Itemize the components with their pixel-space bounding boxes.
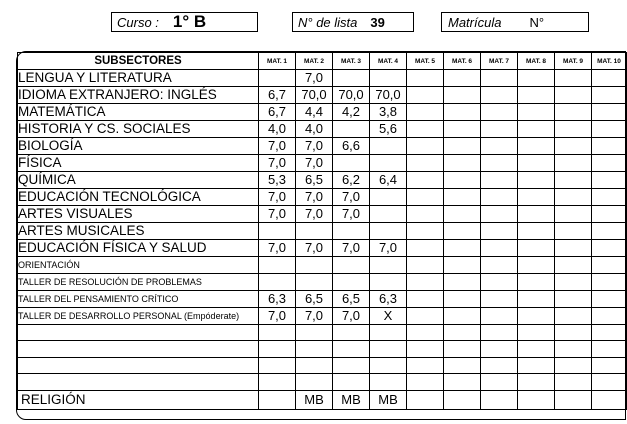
matricula-label: Matrícula	[448, 14, 502, 30]
grade-cell	[259, 357, 296, 373]
grade-cell	[333, 325, 370, 341]
grade-cell	[333, 155, 370, 172]
grade-cell	[370, 257, 407, 274]
grade-cell	[444, 325, 481, 341]
grade-cell: 7,0	[259, 308, 296, 325]
grade-cell	[555, 308, 592, 325]
grade-cell	[555, 223, 592, 240]
subject-name	[18, 341, 259, 357]
subject-row	[18, 172, 627, 189]
grade-cell	[370, 341, 407, 357]
grade-cell	[407, 374, 444, 390]
grade-cell	[518, 172, 555, 189]
subject-name	[18, 325, 259, 341]
grades-body	[18, 70, 627, 410]
subject-name: IDIOMA EXTRANJERO: INGLÉS	[18, 87, 259, 104]
grade-cell	[333, 257, 370, 274]
grade-cell	[555, 257, 592, 274]
subject-name: MATEMÁTICA	[18, 104, 259, 121]
grade-cell: 7,0	[333, 189, 370, 206]
grade-cell	[370, 206, 407, 223]
subject-name: TALLER DE RESOLUCIÓN DE PROBLEMAS	[18, 274, 259, 291]
grade-cell: 6,6	[333, 138, 370, 155]
grade-cell	[555, 155, 592, 172]
subject-name: EDUCACIÓN TECNOLÓGICA	[18, 189, 259, 206]
grade-cell	[555, 341, 592, 357]
grade-cell	[444, 104, 481, 121]
grade-cell	[407, 341, 444, 357]
grade-cell	[592, 308, 627, 325]
grade-cell: 6,3	[370, 291, 407, 308]
header-row	[18, 53, 627, 70]
grade-cell	[518, 155, 555, 172]
mat-column-header: MAT. 3	[333, 53, 370, 70]
mat-column-header: MAT. 8	[518, 53, 555, 70]
grade-cell: 7,0	[296, 206, 333, 223]
grade-cell	[592, 325, 627, 341]
grade-cell	[259, 341, 296, 357]
grade-cell: 4,0	[259, 121, 296, 138]
grade-cell	[259, 274, 296, 291]
subject-row	[18, 374, 627, 390]
subject-name: TALLER DEL PENSAMIENTO CRÍTICO	[18, 291, 259, 308]
mat-column-header: MAT. 2	[296, 53, 333, 70]
grade-cell	[518, 189, 555, 206]
curso-value: 1° B	[172, 12, 207, 31]
grade-cell	[555, 70, 592, 87]
grade-cell	[592, 172, 627, 189]
grades-table	[17, 52, 627, 410]
grade-cell	[444, 223, 481, 240]
grade-cell: 7,0	[333, 206, 370, 223]
grade-cell	[592, 274, 627, 291]
grade-cell: 7,0	[296, 70, 333, 87]
grade-cell	[444, 291, 481, 308]
grade-cell	[444, 308, 481, 325]
grade-cell	[333, 374, 370, 390]
grade-cell	[296, 325, 333, 341]
grade-cell	[481, 138, 518, 155]
grade-cell	[407, 257, 444, 274]
grade-cell	[407, 390, 444, 409]
grade-cell: 7,0	[296, 155, 333, 172]
grade-cell: 6,3	[259, 291, 296, 308]
grade-cell	[407, 104, 444, 121]
grade-cell	[481, 172, 518, 189]
curso-box	[111, 12, 258, 32]
grade-cell: 6,7	[259, 104, 296, 121]
grade-cell	[259, 325, 296, 341]
grade-cell	[296, 257, 333, 274]
grade-cell: 5,3	[259, 172, 296, 189]
grade-cell	[555, 206, 592, 223]
subject-row	[18, 189, 627, 206]
grade-cell: 6,5	[296, 172, 333, 189]
subject-name: BIOLOGÍA	[18, 138, 259, 155]
grade-cell	[555, 189, 592, 206]
grade-cell	[518, 390, 555, 409]
grade-cell	[370, 374, 407, 390]
grade-cell	[481, 206, 518, 223]
grade-cell: 7,0	[333, 308, 370, 325]
grade-cell	[444, 189, 481, 206]
grade-cell: MB	[296, 390, 333, 409]
grade-cell	[481, 121, 518, 138]
grade-cell: 7,0	[333, 240, 370, 257]
curso-label: Curso :	[117, 14, 159, 30]
subject-row	[18, 308, 627, 325]
grade-cell	[592, 240, 627, 257]
grade-cell	[407, 223, 444, 240]
grade-cell	[518, 206, 555, 223]
grade-cell	[518, 121, 555, 138]
grade-cell: 4,2	[333, 104, 370, 121]
subject-row	[18, 155, 627, 172]
subject-row	[18, 104, 627, 121]
subject-row	[18, 341, 627, 357]
subject-name	[18, 374, 259, 390]
mat-column-header: MAT. 5	[407, 53, 444, 70]
subject-row	[18, 240, 627, 257]
grade-cell	[555, 325, 592, 341]
grade-cell: 6,2	[333, 172, 370, 189]
grade-cell: 7,0	[259, 155, 296, 172]
grade-cell: 7,0	[259, 206, 296, 223]
grade-cell	[444, 390, 481, 409]
grade-cell	[518, 70, 555, 87]
grade-cell: 7,0	[259, 189, 296, 206]
grade-cell	[370, 274, 407, 291]
grade-cell	[444, 341, 481, 357]
grade-cell	[444, 138, 481, 155]
grade-cell: 6,5	[296, 291, 333, 308]
grade-cell	[555, 240, 592, 257]
subject-row	[18, 121, 627, 138]
matricula-number-label: N°	[529, 14, 545, 30]
grade-cell	[592, 257, 627, 274]
subject-name: FÍSICA	[18, 155, 259, 172]
grade-cell	[407, 121, 444, 138]
grade-cell	[444, 357, 481, 373]
grade-cell	[444, 274, 481, 291]
grade-cell: 4,0	[296, 121, 333, 138]
subject-column-header: SUBSECTORES	[18, 53, 259, 70]
subject-name: QUÍMICA	[18, 172, 259, 189]
subject-name: EDUCACIÓN FÍSICA Y SALUD	[18, 240, 259, 257]
grade-cell	[481, 374, 518, 390]
grade-cell	[592, 357, 627, 373]
grade-cell	[444, 374, 481, 390]
grade-cell	[481, 274, 518, 291]
subject-name: ORIENTACIÓN	[18, 257, 259, 274]
grade-cell	[481, 308, 518, 325]
grade-cell: 7,0	[296, 308, 333, 325]
grade-cell	[333, 341, 370, 357]
grade-cell: 7,0	[370, 240, 407, 257]
grade-cell	[592, 291, 627, 308]
grade-cell	[518, 341, 555, 357]
lista-box	[292, 12, 414, 32]
grade-cell	[481, 155, 518, 172]
mat-column-header: MAT. 4	[370, 53, 407, 70]
grade-cell	[444, 70, 481, 87]
subject-name	[18, 357, 259, 373]
grade-cell	[481, 357, 518, 373]
grade-cell: 7,0	[296, 240, 333, 257]
grade-cell	[555, 274, 592, 291]
grade-cell	[555, 172, 592, 189]
grade-cell	[518, 274, 555, 291]
grade-cell: 70,0	[370, 87, 407, 104]
subject-row	[18, 274, 627, 291]
lista-label: N° de lista	[298, 14, 358, 30]
grade-cell	[555, 121, 592, 138]
grade-cell: 6,5	[333, 291, 370, 308]
grade-cell	[444, 155, 481, 172]
grade-cell	[370, 189, 407, 206]
grade-cell	[444, 240, 481, 257]
grade-cell	[518, 104, 555, 121]
grade-cell: 6,4	[370, 172, 407, 189]
grade-cell	[370, 138, 407, 155]
grade-cell	[333, 357, 370, 373]
grade-cell	[259, 70, 296, 87]
grade-cell	[407, 155, 444, 172]
grade-cell	[592, 390, 627, 409]
grade-cell: 4,4	[296, 104, 333, 121]
grade-cell	[407, 308, 444, 325]
grade-cell	[518, 325, 555, 341]
subject-row	[18, 291, 627, 308]
grade-cell	[555, 390, 592, 409]
grade-cell	[481, 341, 518, 357]
grade-cell	[444, 257, 481, 274]
grade-cell	[481, 223, 518, 240]
grade-cell	[555, 138, 592, 155]
grade-cell	[296, 341, 333, 357]
grade-cell	[259, 390, 296, 409]
subject-name: RELIGIÓN	[18, 390, 259, 409]
lista-value: 39	[370, 14, 385, 30]
grade-cell	[259, 374, 296, 390]
grade-cell: MB	[333, 390, 370, 409]
grade-cell	[555, 357, 592, 373]
grade-cell: 5,6	[370, 121, 407, 138]
grade-cell	[407, 189, 444, 206]
grade-cell	[259, 257, 296, 274]
grade-cell	[333, 223, 370, 240]
grade-cell	[296, 374, 333, 390]
grade-cell	[592, 104, 627, 121]
grade-cell	[333, 70, 370, 87]
grade-cell	[518, 308, 555, 325]
grade-cell	[518, 357, 555, 373]
grade-cell	[481, 291, 518, 308]
grade-cell	[333, 121, 370, 138]
grade-cell	[518, 374, 555, 390]
grade-cell	[518, 257, 555, 274]
grade-cell	[518, 291, 555, 308]
grade-cell	[370, 357, 407, 373]
subject-row	[18, 138, 627, 155]
grade-cell	[555, 104, 592, 121]
subject-name: ARTES VISUALES	[18, 206, 259, 223]
subject-name: ARTES MUSICALES	[18, 223, 259, 240]
grade-cell: 3,8	[370, 104, 407, 121]
grade-cell	[592, 206, 627, 223]
grade-cell	[407, 70, 444, 87]
subject-row	[18, 206, 627, 223]
subject-row	[18, 87, 627, 104]
grade-cell	[370, 325, 407, 341]
grade-cell: 70,0	[296, 87, 333, 104]
grade-cell	[296, 223, 333, 240]
grade-cell	[481, 257, 518, 274]
grade-cell	[592, 189, 627, 206]
grade-cell	[592, 155, 627, 172]
mat-column-header: MAT. 10	[592, 53, 627, 70]
grade-cell	[555, 374, 592, 390]
grade-cell	[481, 104, 518, 121]
subject-row	[18, 390, 627, 409]
grade-cell	[407, 291, 444, 308]
grade-cell	[518, 223, 555, 240]
subject-name: LENGUA Y LITERATURA	[18, 70, 259, 87]
grade-cell	[444, 206, 481, 223]
grade-cell	[444, 87, 481, 104]
matricula-box	[441, 12, 589, 32]
grade-cell: 7,0	[296, 138, 333, 155]
grade-cell	[407, 172, 444, 189]
mat-column-header: MAT. 9	[555, 53, 592, 70]
grade-cell	[370, 70, 407, 87]
grade-cell	[407, 240, 444, 257]
grade-cell	[407, 357, 444, 373]
grade-cell	[592, 87, 627, 104]
grade-cell	[592, 121, 627, 138]
grade-cell	[407, 138, 444, 155]
subject-row	[18, 223, 627, 240]
grade-cell	[481, 240, 518, 257]
grade-cell	[592, 223, 627, 240]
subject-name: TALLER DE DESARROLLO PERSONAL (Empóderate)	[18, 308, 259, 325]
grade-cell	[592, 341, 627, 357]
mat-column-header: MAT. 1	[259, 53, 296, 70]
mat-column-header: MAT. 6	[444, 53, 481, 70]
grade-cell	[296, 274, 333, 291]
grade-cell	[481, 325, 518, 341]
grade-cell	[518, 240, 555, 257]
grade-cell: 7,0	[259, 138, 296, 155]
grade-cell	[370, 155, 407, 172]
grade-cell: 70,0	[333, 87, 370, 104]
grade-cell	[444, 121, 481, 138]
grade-cell	[592, 374, 627, 390]
subject-name: HISTORIA Y CS. SOCIALES	[18, 121, 259, 138]
grade-cell	[592, 70, 627, 87]
grade-cell: 6,7	[259, 87, 296, 104]
mat-column-header: MAT. 7	[481, 53, 518, 70]
grade-cell	[481, 390, 518, 409]
grade-cell	[555, 291, 592, 308]
grade-cell	[481, 189, 518, 206]
grade-cell	[481, 87, 518, 104]
grade-cell	[407, 206, 444, 223]
grade-cell	[407, 325, 444, 341]
subject-row	[18, 70, 627, 87]
subject-row	[18, 257, 627, 274]
grade-cell	[555, 87, 592, 104]
grade-cell: X	[370, 308, 407, 325]
grade-cell	[481, 70, 518, 87]
subject-row	[18, 357, 627, 373]
grade-cell	[370, 223, 407, 240]
grade-cell	[407, 274, 444, 291]
grade-cell	[407, 87, 444, 104]
grade-cell	[296, 357, 333, 373]
grade-cell	[518, 87, 555, 104]
grade-cell	[518, 138, 555, 155]
grade-cell: 7,0	[296, 189, 333, 206]
grade-cell	[592, 138, 627, 155]
grade-cell	[333, 274, 370, 291]
grade-cell	[444, 172, 481, 189]
grade-cell: MB	[370, 390, 407, 409]
grade-cell: 7,0	[259, 240, 296, 257]
grade-cell	[259, 223, 296, 240]
subject-row	[18, 325, 627, 341]
